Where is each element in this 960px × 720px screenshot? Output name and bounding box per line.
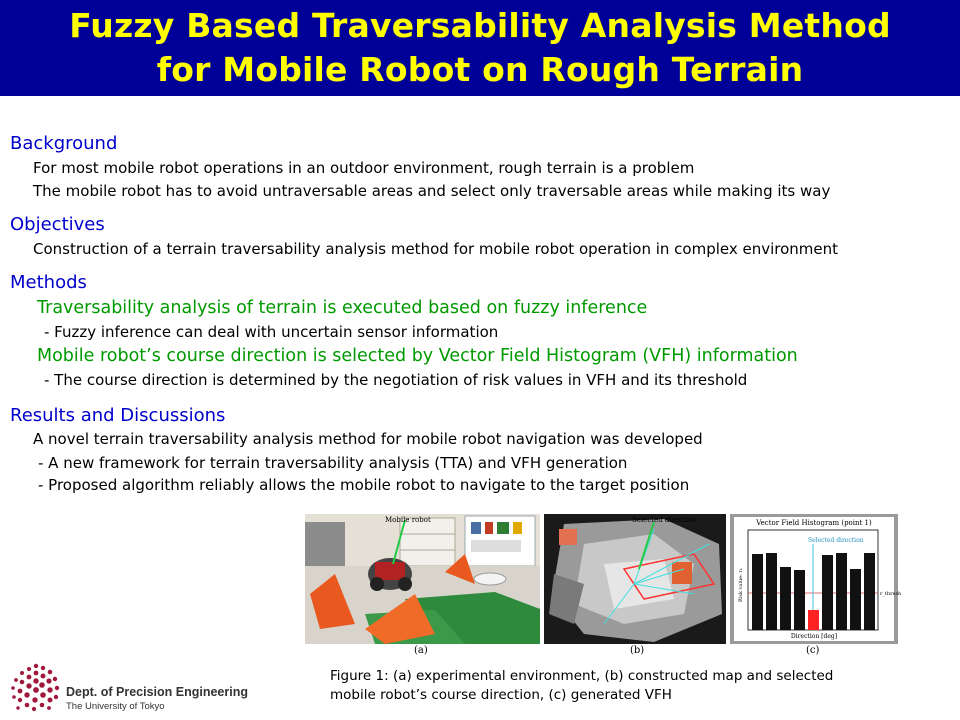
caption-line-2: mobile robot’s course direction, (c) generated VFH (330, 687, 672, 703)
panel-b-annotation: Selected direction (632, 516, 697, 524)
methods-item-1: Traversability analysis of terrain is executed based on fuzzy inference (37, 298, 648, 318)
vfh-ylabel: Risk value: rₖ (738, 568, 744, 602)
panel-c-label: (c) (806, 645, 820, 656)
methods-item-1-detail: - Fuzzy inference can deal with uncertain sensor information (44, 323, 499, 341)
vfh-bar (766, 553, 777, 630)
vfh-bar (752, 554, 763, 630)
results-line: A novel terrain traversability analysis method for mobile robot navigation was developed (33, 430, 703, 448)
caption-line-1: Figure 1: (a) experimental environment, (b) constructed map and selected (330, 668, 834, 684)
vfh-bar-selected (808, 610, 819, 630)
constructed-map (544, 514, 726, 644)
results-sub-2: - Proposed algorithm reliably allows the mobile robot to navigate to the target position (38, 476, 690, 494)
background-heading: Background (10, 133, 118, 154)
panel-a-label: (a) (414, 645, 428, 656)
department-logo-icon (6, 660, 64, 716)
results-sub-1: - A new framework for terrain traversability analysis (TTA) and VFH generation (38, 454, 628, 472)
vfh-bar (822, 555, 833, 630)
vfh-chart (730, 514, 902, 644)
experiment-photo (305, 514, 540, 644)
vfh-bar (836, 553, 847, 630)
panel-a-annotation: Mobile robot (385, 516, 431, 524)
vfh-bar (780, 567, 791, 630)
vfh-bar (794, 570, 805, 630)
background-line-1: For most mobile robot operations in an outdoor environment, rough terrain is a problem (33, 159, 695, 177)
methods-heading: Methods (10, 272, 87, 293)
page-title (0, 4, 960, 92)
title-line-1: Fuzzy Based Traversability Analysis Method (69, 6, 891, 45)
vfh-xlabel: Direction [deg] (790, 633, 838, 640)
figure-panel-b (544, 514, 726, 644)
vfh-title: Vector Field Histogram (point 1) (756, 519, 872, 527)
vfh-bar (850, 569, 861, 630)
background-line-2: The mobile robot has to avoid untraversable areas and select only traversable areas while making its way (33, 182, 831, 200)
university-name: The University of Tokyo (66, 701, 165, 712)
results-heading: Results and Discussions (10, 405, 226, 426)
figure-panel-c (730, 514, 902, 644)
vfh-annotation: Selected direction (808, 537, 864, 544)
panel-b-label: (b) (630, 645, 645, 656)
methods-item-2: Mobile robot’s course direction is selected by Vector Field Histogram (VFH) information (37, 346, 798, 366)
objectives-line-1: Construction of a terrain traversability analysis method for mobile robot operation in complex environment (33, 240, 839, 258)
methods-item-2-detail: - The course direction is determined by the negotiation of risk values in VFH and its threshold (44, 371, 748, 389)
figure-caption (330, 667, 890, 705)
vfh-threshold-label: r_thresh (880, 591, 902, 597)
objectives-heading: Objectives (10, 214, 105, 235)
department-name: Dept. of Precision Engineering (66, 685, 248, 699)
title-line-2: for Mobile Robot on Rough Terrain (156, 50, 804, 89)
vfh-bar (864, 553, 875, 630)
figure-panel-a (305, 514, 540, 644)
